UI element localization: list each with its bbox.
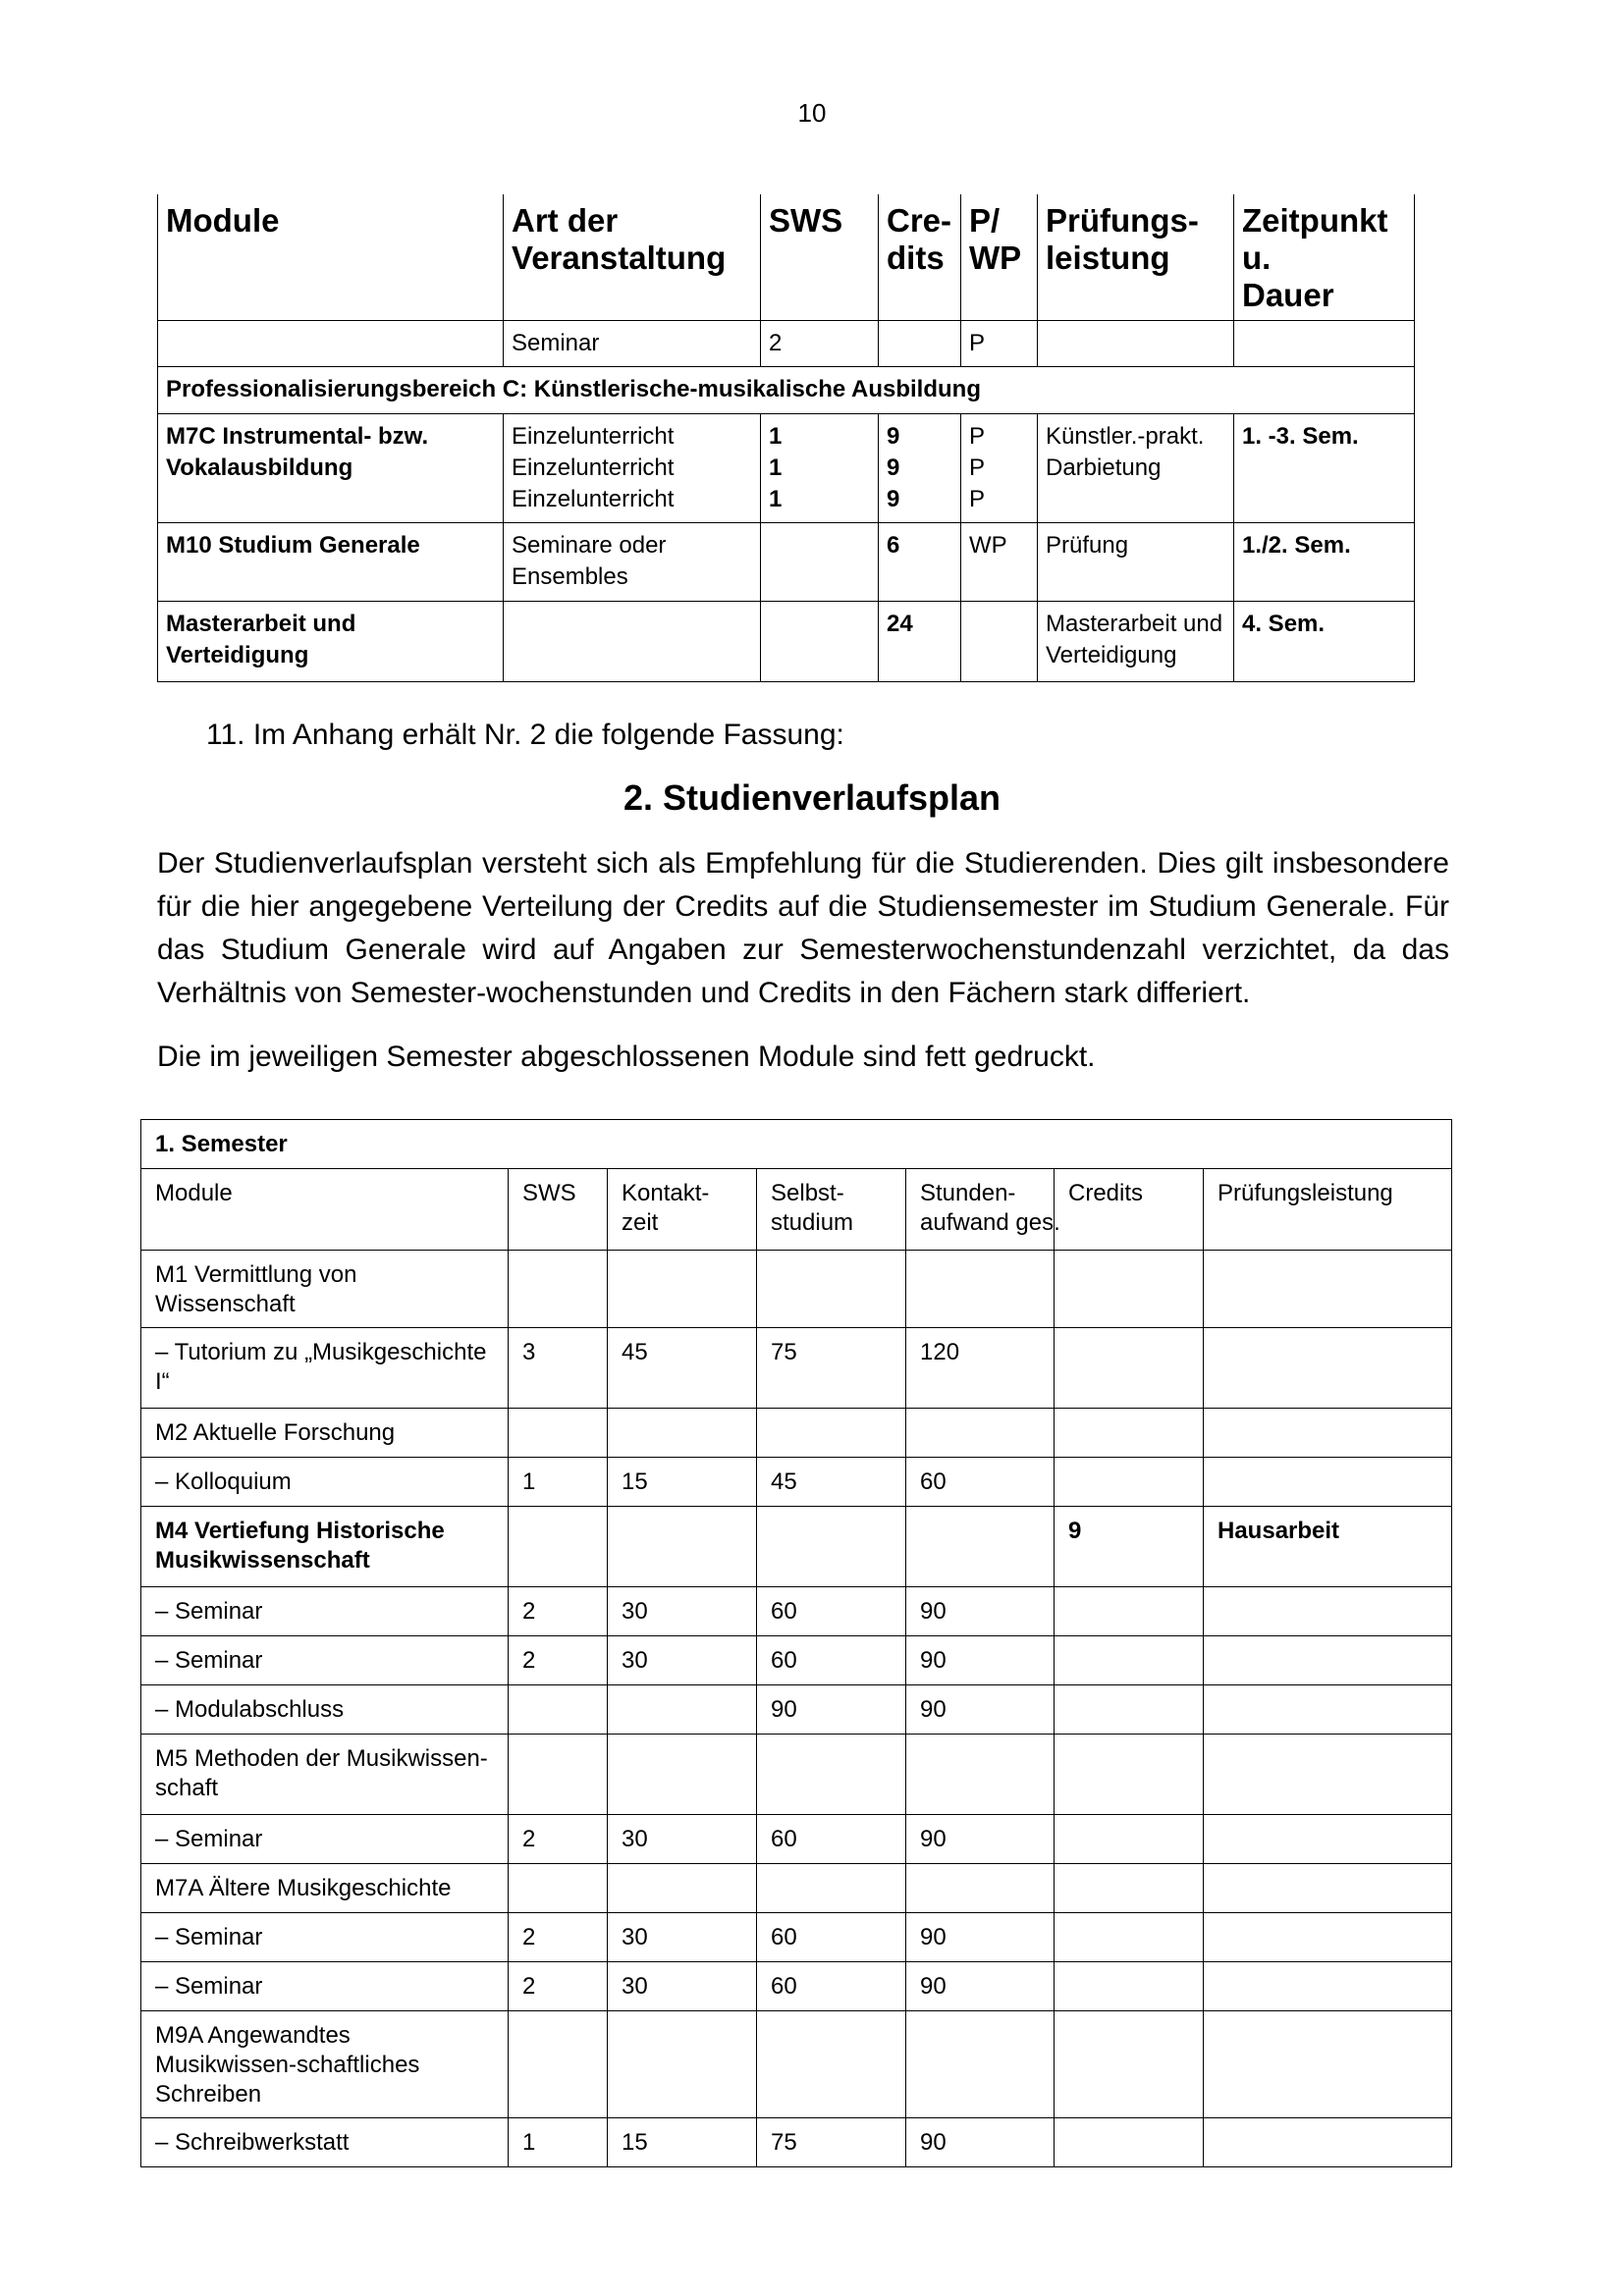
cell-module: – Kolloquium (141, 1458, 509, 1507)
cell-module: – Tutorium zu „Musikgeschichte I“ (141, 1328, 509, 1409)
cell-pruefung: Masterarbeit und Verteidigung (1038, 602, 1234, 682)
cell-kontaktzeit: 15 (608, 2118, 757, 2167)
masterarbeit-table (157, 601, 1415, 682)
cell-sws: 1 1 1 (761, 414, 879, 523)
cell-pwp: WP (961, 523, 1038, 602)
cell-credits (1055, 1251, 1204, 1328)
cell-stundenaufwand: 90 (906, 1962, 1055, 2011)
cell-kontaktzeit: 30 (608, 1636, 757, 1685)
cell-selbststudium: 60 (757, 1587, 906, 1636)
cell-selbststudium (757, 1735, 906, 1815)
cell-pruefungsleistung (1204, 1735, 1452, 1815)
cell-pwp: P (961, 321, 1038, 367)
cell-sws (509, 1251, 608, 1328)
table-row (141, 1864, 1452, 1913)
cell-sws: 1 (509, 1458, 608, 1507)
cell-module: – Seminar (141, 1913, 509, 1962)
cell-kontaktzeit: 15 (608, 1458, 757, 1507)
cell-credits (1055, 1864, 1204, 1913)
cell-stundenaufwand: 120 (906, 1328, 1055, 1409)
cell-pruefung: Prüfung (1038, 523, 1234, 602)
cell-pruefungsleistung (1204, 1864, 1452, 1913)
table-row (141, 1685, 1452, 1735)
table-header-row (158, 194, 1415, 321)
cell-sws: 2 (509, 1913, 608, 1962)
list-item: 11. Im Anhang erhält Nr. 2 die folgende Fassung: (206, 719, 844, 751)
cell-pruefungsleistung (1204, 1251, 1452, 1328)
header-credits: Cre- dits (879, 194, 961, 321)
table-row (158, 523, 1415, 602)
cell-stundenaufwand (906, 1507, 1055, 1587)
cell-selbststudium: 60 (757, 1913, 906, 1962)
cell-credits: 9 9 9 (879, 414, 961, 523)
cell-stundenaufwand (906, 1735, 1055, 1815)
cell-sws (509, 1507, 608, 1587)
cell-selbststudium: 45 (757, 1458, 906, 1507)
cell-selbststudium: 75 (757, 1328, 906, 1409)
cell-stundenaufwand (906, 2011, 1055, 2118)
cell-stundenaufwand: 90 (906, 2118, 1055, 2167)
table-row (141, 1587, 1452, 1636)
cell-kontaktzeit: 30 (608, 1913, 757, 1962)
cell-kontaktzeit (608, 1251, 757, 1328)
cell-art: Seminar (504, 321, 761, 367)
cell-kontaktzeit: 30 (608, 1587, 757, 1636)
cell-credits: 9 (1055, 1507, 1204, 1587)
section-title: 2. Studienverlaufsplan (623, 777, 1001, 818)
cell-sws (509, 1409, 608, 1458)
paragraph: Der Studienverlaufsplan versteht sich als Empfehlung für die Studierenden. Dies gilt insbesondere für die hier angegebene Verteilung der Credits auf die Studiensemester im Studium Generale. Für das Studium Generale wird auf Angaben zur Semesterwochenstundenzahl verzichtet, da das Verhältnis von Semester-wochenstunden und Credits in den Fächern stark differiert. (157, 847, 1449, 1009)
header-pwp: P/ WP (961, 194, 1038, 321)
cell-kontaktzeit: 30 (608, 1962, 757, 2011)
cell-credits (1055, 1458, 1204, 1507)
cell-credits (1055, 1815, 1204, 1864)
table-row (141, 1962, 1452, 2011)
header-stundenaufwand: Stunden- aufwand ges. (906, 1169, 1055, 1251)
cell-sws: 2 (509, 1636, 608, 1685)
cell-kontaktzeit (608, 2011, 757, 2118)
cell-module: M10 Studium Generale (158, 523, 504, 602)
cell-stundenaufwand (906, 1864, 1055, 1913)
table-row (141, 1815, 1452, 1864)
cell-module: M7A Ältere Musikgeschichte (141, 1864, 509, 1913)
module-table (157, 194, 1415, 602)
cell-sws: 2 (509, 1815, 608, 1864)
cell-selbststudium: 60 (757, 1636, 906, 1685)
cell-selbststudium: 60 (757, 1815, 906, 1864)
cell-sws: 2 (509, 1962, 608, 2011)
cell-module: – Seminar (141, 1962, 509, 2011)
cell-stundenaufwand: 60 (906, 1458, 1055, 1507)
cell-selbststudium: 75 (757, 2118, 906, 2167)
cell-module: M7C Instrumental- bzw. Vokalausbildung (158, 414, 504, 523)
header-credits: Credits (1055, 1169, 1204, 1251)
header-module: Module (158, 194, 504, 321)
table-row (141, 1458, 1452, 1507)
semester-title: 1. Semester (141, 1120, 1452, 1169)
cell-pruefungsleistung (1204, 1636, 1452, 1685)
table-row (141, 1507, 1452, 1587)
cell-module: – Seminar (141, 1636, 509, 1685)
header-pruefung: Prüfungs- leistung (1038, 194, 1234, 321)
cell-stundenaufwand: 90 (906, 1636, 1055, 1685)
cell-module: M9A Angewandtes Musikwissen-schaftliches Schreiben (141, 2011, 509, 2118)
cell-module: M2 Aktuelle Forschung (141, 1409, 509, 1458)
cell-art: Seminare oder Ensembles (504, 523, 761, 602)
table-row (141, 1735, 1452, 1815)
cell-pruefungsleistung (1204, 1409, 1452, 1458)
header-art: Art der Veranstaltung (504, 194, 761, 321)
cell-stundenaufwand (906, 1409, 1055, 1458)
header-module: Module (141, 1169, 509, 1251)
cell-kontaktzeit (608, 1409, 757, 1458)
cell-stundenaufwand (906, 1251, 1055, 1328)
cell-pruefungsleistung (1204, 2011, 1452, 2118)
cell-stundenaufwand: 90 (906, 1587, 1055, 1636)
cell-pruefungsleistung (1204, 2118, 1452, 2167)
header-selbststudium: Selbst- studium (757, 1169, 906, 1251)
cell-credits (1055, 1328, 1204, 1409)
table-row (141, 1251, 1452, 1328)
cell-credits: 6 (879, 523, 961, 602)
table-row (158, 321, 1415, 367)
cell-selbststudium (757, 1409, 906, 1458)
paragraph: Die im jeweiligen Semester abgeschlossenen Module sind fett gedruckt. (157, 1041, 1096, 1073)
table-row (141, 1328, 1452, 1409)
cell-pruefungsleistung (1204, 1815, 1452, 1864)
cell-stundenaufwand: 90 (906, 1913, 1055, 1962)
cell-credits: 24 (879, 602, 961, 682)
header-kontaktzeit: Kontakt- zeit (608, 1169, 757, 1251)
cell-module: – Schreibwerkstatt (141, 2118, 509, 2167)
semester-row (141, 1120, 1452, 1169)
cell-kontaktzeit (608, 1685, 757, 1735)
cell-module: M4 Vertiefung Historische Musikwissenschaft (141, 1507, 509, 1587)
cell-pruefungsleistung (1204, 1328, 1452, 1409)
cell-sws: 2 (509, 1587, 608, 1636)
cell-selbststudium: 90 (757, 1685, 906, 1735)
cell-pruefungsleistung (1204, 1587, 1452, 1636)
page-number: 10 (797, 98, 827, 128)
cell-kontaktzeit (608, 1864, 757, 1913)
cell-sws: 2 (761, 321, 879, 367)
cell-art: Einzelunterricht Einzelunterricht Einzelunterricht (504, 414, 761, 523)
header-zeitpunkt: Zeitpunkt u. Dauer (1234, 194, 1415, 321)
header-sws: SWS (761, 194, 879, 321)
cell-module: M1 Vermittlung von Wissenschaft (141, 1251, 509, 1328)
section-heading: Professionalisierungsbereich C: Künstlerische-musikalische Ausbildung (158, 367, 1415, 414)
cell-selbststudium (757, 2011, 906, 2118)
cell-sws (509, 1864, 608, 1913)
cell-module: M5 Methoden der Musikwissen-schaft (141, 1735, 509, 1815)
cell-kontaktzeit (608, 1735, 757, 1815)
table-row (158, 414, 1415, 523)
cell-stundenaufwand: 90 (906, 1815, 1055, 1864)
table-row (141, 1409, 1452, 1458)
header-pruefungsleistung: Prüfungsleistung (1204, 1169, 1452, 1251)
cell-credits (1055, 1735, 1204, 1815)
cell-module: Masterarbeit und Verteidigung (158, 602, 504, 682)
semester-table (140, 1119, 1452, 2167)
table-row (141, 1636, 1452, 1685)
table-header-row (141, 1169, 1452, 1251)
cell-credits (1055, 2011, 1204, 2118)
cell-selbststudium (757, 1864, 906, 1913)
cell-kontaktzeit: 30 (608, 1815, 757, 1864)
cell-sws (509, 2011, 608, 2118)
table-row (141, 2118, 1452, 2167)
table-row (141, 2011, 1452, 2118)
cell-pruefungsleistung (1204, 1685, 1452, 1735)
cell-module: – Modulabschluss (141, 1685, 509, 1735)
cell-credits (1055, 1913, 1204, 1962)
cell-pruefungsleistung: Hausarbeit (1204, 1507, 1452, 1587)
cell-credits (1055, 1962, 1204, 2011)
cell-credits (1055, 1409, 1204, 1458)
cell-credits (1055, 1636, 1204, 1685)
cell-sws (509, 1685, 608, 1735)
cell-kontaktzeit (608, 1507, 757, 1587)
cell-sws: 1 (509, 2118, 608, 2167)
table-row (141, 1913, 1452, 1962)
cell-selbststudium: 60 (757, 1962, 906, 2011)
section-row (158, 367, 1415, 414)
cell-pruefungsleistung (1204, 1962, 1452, 2011)
cell-stundenaufwand: 90 (906, 1685, 1055, 1735)
cell-sws (509, 1735, 608, 1815)
cell-credits (1055, 1685, 1204, 1735)
cell-zeitpunkt: 4. Sem. (1234, 602, 1415, 682)
cell-credits (1055, 1587, 1204, 1636)
table-row (158, 602, 1415, 682)
cell-pruefungsleistung (1204, 1913, 1452, 1962)
header-sws: SWS (509, 1169, 608, 1251)
cell-selbststudium (757, 1251, 906, 1328)
cell-sws: 3 (509, 1328, 608, 1409)
cell-zeitpunkt: 1. -3. Sem. (1234, 414, 1415, 523)
cell-kontaktzeit: 45 (608, 1328, 757, 1409)
cell-module: – Seminar (141, 1815, 509, 1864)
cell-zeitpunkt: 1./2. Sem. (1234, 523, 1415, 602)
cell-pruefungsleistung (1204, 1458, 1452, 1507)
cell-pruefung: Künstler.-prakt. Darbietung (1038, 414, 1234, 523)
cell-selbststudium (757, 1507, 906, 1587)
cell-module: – Seminar (141, 1587, 509, 1636)
cell-pwp: P P P (961, 414, 1038, 523)
cell-credits (1055, 2118, 1204, 2167)
